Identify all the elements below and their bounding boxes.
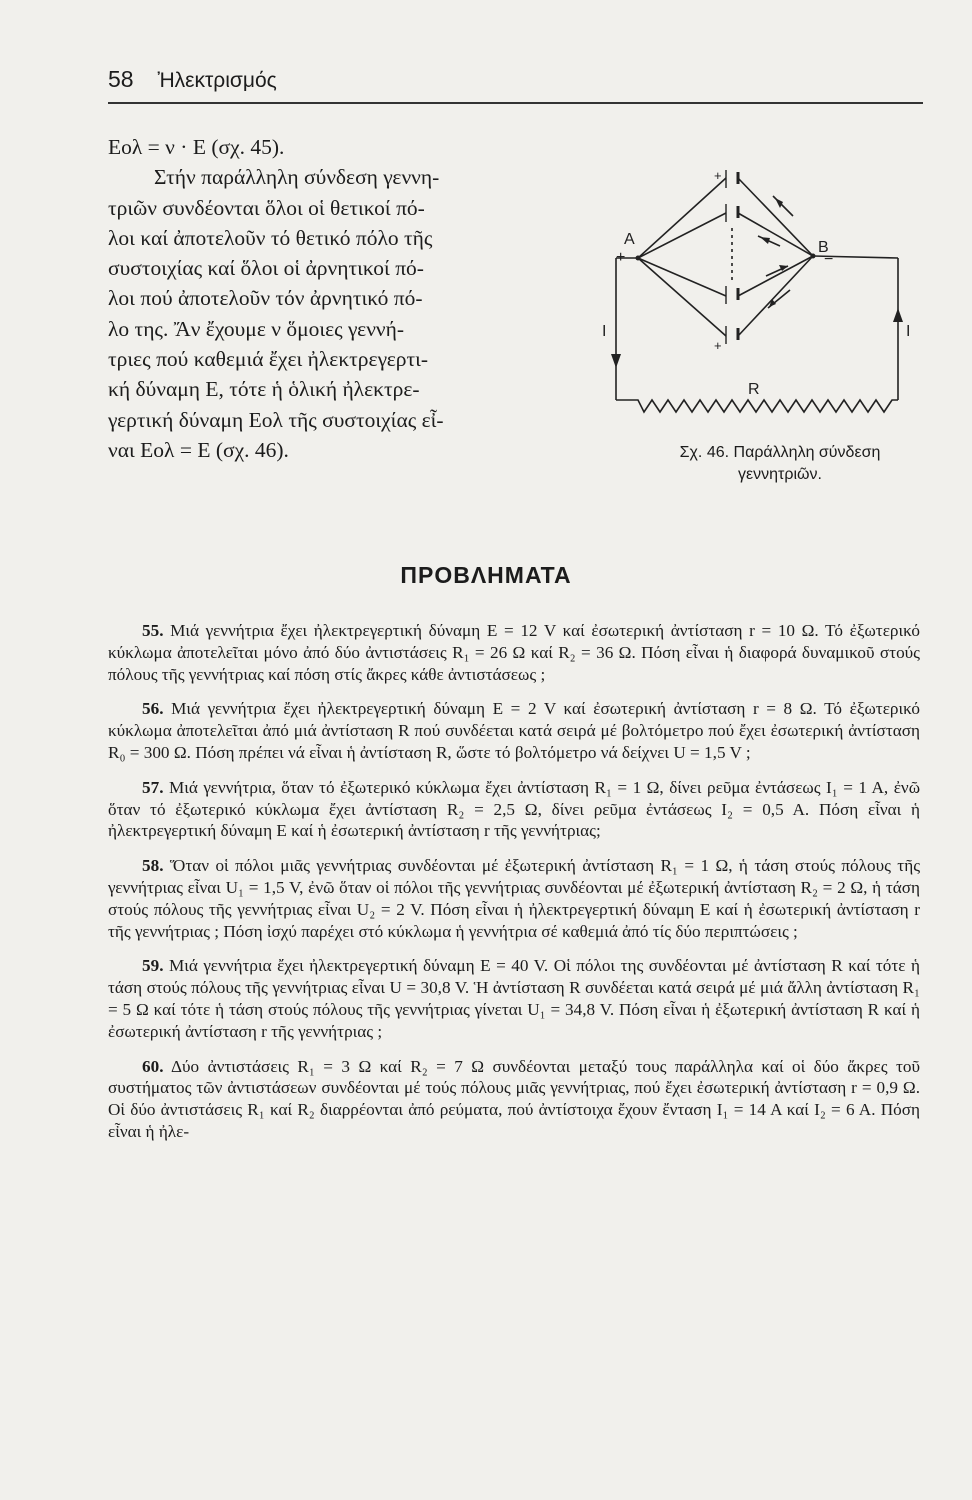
node-a-dot <box>636 256 641 261</box>
branch-2-left <box>638 213 726 258</box>
problem-item <box>108 955 920 1042</box>
intro-line: λοι καί ἀποτελοῦν τό θετικό πόλο τῆς <box>108 225 433 250</box>
problem-number: 60. <box>142 1056 164 1076</box>
problem-number: 58. <box>142 856 164 876</box>
intro-line: Eολ = ν · E (σχ. 45). <box>108 135 285 159</box>
intro-line: Στήν παράλληλη σύνδεση γεννη- <box>154 165 440 190</box>
branch-4-right <box>738 256 813 336</box>
intro-line: γερτική δύναμη Eολ τῆς συστοιχίας εἶ- <box>108 407 444 432</box>
circuit-diagram <box>598 168 918 428</box>
intro-line: ναι Eολ = E (σχ. 46). <box>108 437 289 462</box>
label-current-right: I <box>906 323 911 340</box>
branch-top-left <box>638 178 726 258</box>
problem-text: Μιά γεννήτρια ἔχει ἠλεκτρεγερτική δύναμη E = 2 V καί ἐσωτερική ἀντίσταση r = 8 Ω. Τό ἐξωτερικό κύκλωμα ἀποτελεῖται ἀπό μιά ἀντίσταση R πού συνδέεται κατά σειρά μέ βολτόμετρο πού ἔχει ἐσωτερική ἀντίσταση R₀ = 300 Ω. Πόση πρέπει νά εἶναι ἡ ἀντίσταση R, ὥστε τό βολτόμετρο νά δείχνει U = 1,5 V ; <box>108 699 920 762</box>
problem-number: 57. <box>142 777 164 797</box>
branch-2-right <box>738 213 813 256</box>
problems-list <box>108 620 920 1156</box>
parallel-generators-svg <box>598 168 918 428</box>
problem-item <box>108 855 920 942</box>
label-plus: + <box>616 249 626 266</box>
page-number: 58 <box>108 66 134 92</box>
problem-number: 56. <box>142 699 164 719</box>
problems-heading: ΠΡΟΒΛΗΜΑΤΑ <box>400 562 572 588</box>
branch-4-left <box>638 258 726 336</box>
intro-line: τριῶν συνδέονται ὅλοι οἱ θετικοί πό- <box>108 195 425 220</box>
arrow-up-icon <box>893 308 903 322</box>
label-resistor: R <box>748 381 760 398</box>
page-header <box>108 66 277 93</box>
problem-number: 59. <box>142 956 164 976</box>
label-bottom-plus: + <box>714 338 722 353</box>
label-current-left: I <box>602 323 607 340</box>
chapter-title: Ἠλεκτρισμός <box>157 69 277 92</box>
label-top-plus: + <box>714 168 722 183</box>
branch-3-left <box>638 258 726 296</box>
intro-line: συστοιχίας καί ὅλοι οἱ ἀρνητικοί πό- <box>108 256 424 281</box>
problem-text: Ὅταν οἱ πόλοι μιᾶς γεννήτριας συνδέονται μέ ἐξωτερική ἀντίσταση R₁ = 1 Ω, ἡ τάση στούς πόλους τῆς γεννήτριας εἶναι U₁ = 1,5 V, ἐνῶ ὅταν οἱ πόλοι τῆς γεννήτριας συνδέονται μέ ἐξωτερική ἀντίσταση R₂ = 2 Ω, ἡ τάση στούς πόλους τῆς γεννήτριας εἶναι U₂ = 2 V. Πόση εἶναι ἡ ἠλεκτρεγερτική δύναμη E καί ἡ ἐσωτερική ἀντίσταση r τῆς γεννήτριας ; Πόση ἰσχύ παρέχει στό κύκλωμα ἡ γεννήτρια σέ καθεμιά ἀπό τίς δύο περιπτώσεις ; <box>108 856 921 941</box>
arrowhead-4-icon <box>769 299 776 307</box>
problem-item <box>108 620 920 685</box>
label-a: A <box>624 231 635 248</box>
problem-item <box>108 698 920 763</box>
arrowhead-2-icon <box>760 237 770 244</box>
label-minus: − <box>824 251 834 268</box>
intro-line: κή δύναμη E, τότε ἡ ὁλική ἠλεκτρε- <box>108 377 420 402</box>
figure-caption: Σχ. 46. Παράλληλη σύνδεση γεννητριῶν. <box>679 444 881 483</box>
header-rule <box>108 102 923 104</box>
intro-line: λο της. Ἄν ἔχουμε ν ὅμοιες γεννή- <box>108 316 405 341</box>
arrow-down-icon <box>611 354 621 368</box>
problem-number: 55. <box>142 621 164 640</box>
problem-text: Μιά γεννήτρια ἔχει ἠλεκτρεγερτική δύναμη E = 12 V καί ἐσωτερική ἀντίσταση r = 10 Ω. Τό ἐξωτερικό κύκλωμα ἀποτελεῖται μόνο ἀπό δύο ἀντιστάσεις R₁ = 26 Ω καί R₂ = 36 Ω. Πόση εἶναι ἡ διαφορά δυναμικοῦ στούς πόλους τῆς γεννήτριας καί πόση στίς ἄκρες κάθε ἀντιστάσεως ; <box>108 621 920 684</box>
intro-paragraph <box>108 132 548 465</box>
problem-text: Μιά γεννήτρια, ὅταν τό ἐξωτερικό κύκλωμα ἔχει ἀντίσταση R₁ = 1 Ω, δίνει ρεῦμα ἐντάσεως I₁ = 1 A, ἐνῶ ὅταν τό ἐξωτερικό κύκλωμα ἔχει ἀντίσταση R₂ = 2,5 Ω, δίνει ρεῦμα ἐντάσεως I₂ = 0,5 A. Πόση εἶναι ἡ ἠλεκτρεγερτική δύναμη E καί ἡ ἐσωτερική ἀντίσταση r τῆς γεννήτριας; <box>108 777 921 841</box>
problem-text: Μιά γεννήτρια ἔχει ἠλεκτρεγερτική δύναμη E = 40 V. Οἱ πόλοι της συνδέονται μέ ἀντίσταση R καί τότε ἡ τάση στούς πόλους τῆς γεννήτριας εἶναι U = 30,8 V. Ἡ ἀντίσταση R συνδέεται κατά σειρά μέ μιά ἄλλη ἀντίσταση R₁ = 5 Ω καί τότε ἡ τάση στούς πόλους τῆς γεννήτριας γίνεται U₁ = 34,8 V. Πόση εἶναι ἡ ἐξωτερική ἀντίσταση R καί ἡ ἐσωτερική ἀντίσταση r τῆς γεννήτριας ; <box>108 956 921 1041</box>
branch-3-right <box>738 256 813 296</box>
problem-item <box>108 777 920 842</box>
problem-text: Δύο ἀντιστάσεις R₁ = 3 Ω καί R₂ = 7 Ω συνδέονται μεταξύ τους παράλληλα καί οἱ δύο ἄκρες τοῦ συστήματος τῶν ἀντιστάσεων συνδέονται μέ τούς πόλους μιᾶς γεννήτριας, πού ἔχει ἐσωτερική ἀντίσταση r = 0,9 Ω. Οἱ δύο ἀντιστάσεις R₁ καί R₂ διαρρέονται ἀπό ρεύματα, πού ἀντίστοιχα ἔχουν ἔνταση I₁ = 14 A καί I₂ = 6 A. Πόση εἶναι ἡ ἠλε- <box>108 1056 921 1141</box>
arrowhead-1-icon <box>775 198 783 208</box>
resistor-zigzag <box>616 400 898 412</box>
label-b: B <box>818 239 829 256</box>
problem-item <box>108 1056 920 1143</box>
intro-line: λοι πού ἀποτελοῦν τόν ἀρνητικό πό- <box>108 286 423 311</box>
intro-line: τριες πού καθεμιά ἔχει ἠλεκτρεγερτι- <box>108 347 429 372</box>
node-b-dot <box>811 254 816 259</box>
